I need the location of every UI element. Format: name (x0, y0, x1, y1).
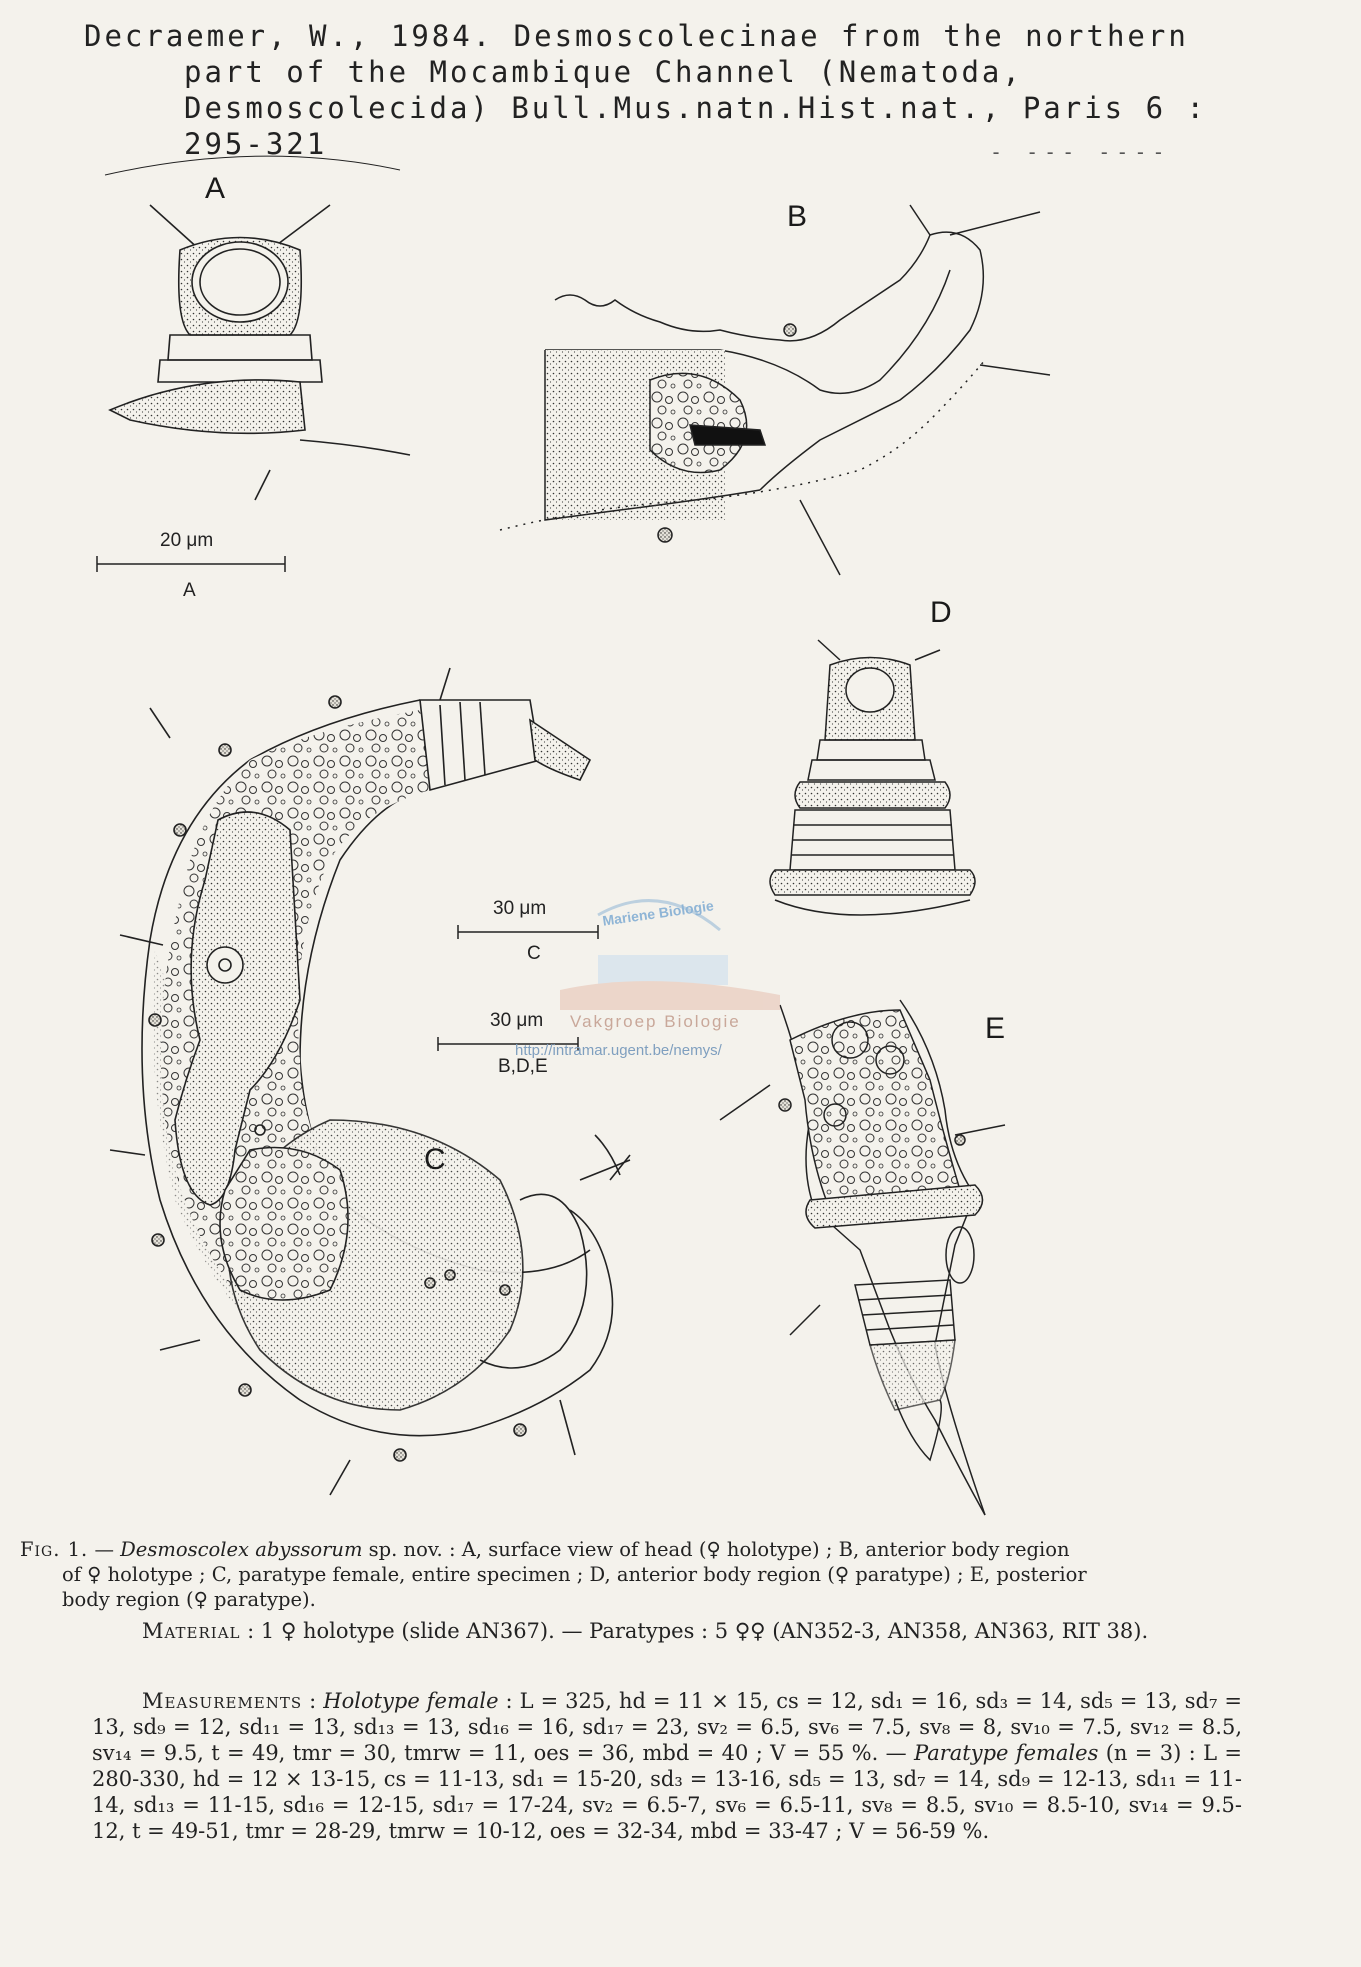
watermark-url[interactable]: http://intramar.ugent.be/nemys/ (515, 1042, 722, 1059)
holotype-label: Holotype female (323, 1689, 499, 1713)
panel-e-drawing (720, 1000, 1005, 1515)
typed-dash-marks: - --- ---- (990, 140, 1171, 164)
scale-c-label: C (527, 943, 541, 964)
scale-a-label: A (183, 580, 196, 601)
panel-label-c: C (424, 1143, 446, 1176)
caption-taxon: Desmoscolex abyssorum (120, 1538, 363, 1561)
panel-a-drawing (105, 156, 410, 500)
measurements-heading: Measurements (142, 1689, 303, 1713)
figure-caption (20, 1537, 1170, 1612)
panel-b-drawing (500, 205, 1050, 575)
scale-bar-a (97, 556, 285, 572)
paratype-measurements: (n = 3) : L = 280-330, hd = 12 × 13-15, cs = 11-13, sd₁ = 15-20, sd₃ = 13-16, sd₅ = 13, sd₇ = 14, sd₉ = 12-13, sd₁₁ = 11-14, sd₁₃ = 11-15, sd₁₆ = 12-15, sd₁₇ = 17-24, sv₂ = 6.5-7, sv₆ = 6.5-11, sv₈ = 8.5, sv₁₀ = 8.5-10, sv₁₄ = 9.5-12, t = 49-51, tmr = 28-29, tmrw = 10-12, oes = 32-34, mbd = 33-47 ; V = 56-59 %. (92, 1741, 1242, 1843)
scale-a-value: 20 μm (160, 530, 214, 551)
panel-label-a: A (205, 172, 226, 205)
panel-label-d: D (930, 596, 952, 629)
caption-line-3: body region (♀ paratype). (62, 1588, 316, 1611)
material-paragraph (92, 1618, 1242, 1644)
scale-bde-label: B,D,E (498, 1056, 548, 1077)
material-heading: Material (142, 1619, 241, 1643)
holotype-measurements: : L = 325, hd = 11 × 15, cs = 12, sd₁ = 16, sd₃ = 14, sd₅ = 13, sd₇ = 13, sd₉ = 12, sd₁₁ = 13, sd₁₃ = 13, sd₁₆ = 16, sd₁₇ = 23, sv₂ = 6.5, sv₆ = 7.5, sv₈ = 8, sv₁₀ = 7.5, sv₁₂ = 8.5, sv₁₄ = 9.5, t = 49, tmr = 30, tmrw = 11, oes = 36, mbd = 40 ; V = 55 %. — (92, 1689, 1242, 1765)
scale-bar-c (458, 925, 598, 939)
citation-line-1: Decraemer, W., 1984. Desmoscolecinae from the northern (84, 19, 1189, 53)
measurements-paragraph: Measurements : Holotype female : L = 325, hd = 11 × 15, cs = 12, sd₁ = 16, sd₃ = 14, sd₅ = 13, sd₇ = 13, sd₉ = 12, sd₁₁ = 13, sd₁₃ = 13, sd₁₆ = 16, sd₁₇ = 23, sv₂ = 6.5, sv₆ = 7.5, sv₈ = 8, sv₁₀ = 7.5, sv₁₂ = 8.5, sv₁₄ = 9.5, t = 49, tmr = 30, tmrw = 11, oes = 36, mbd = 40 ; V = 55 %. — Paratype females (n = 3) : L = 280-330, hd = 12 × 13-15, cs = 11-13, sd₁ = 15-20, sd₃ = 13-16, sd₅ = 13, sd₇ = 14, sd₉ = 12-13, sd₁₁ = 11-14, sd₁₃ = 11-15, sd₁₆ = 12-15, sd₁₇ = 17-24, sv₂ = 6.5-7, sv₆ = 6.5-11, sv₈ = 8.5, sv₁₀ = 8.5-10, sv₁₄ = 9.5-12, t = 49-51, tmr = 28-29, tmrw = 10-12, oes = 32-34, mbd = 33-47 ; V = 56-59 %. (92, 1689, 1242, 1843)
caption-line-1: Fig. 1. — Desmoscolex abyssorum sp. nov. : A, surface view of head (♀ holotype) ; B, anterior body region (20, 1538, 1070, 1561)
panel-d-drawing (770, 640, 975, 915)
citation-line-3: Desmoscolecida) Bull.Mus.natn.Hist.nat., Paris 6 : (184, 91, 1207, 125)
caption-fig-number: Fig. 1. (20, 1538, 89, 1561)
citation-line-2: part of the Mocambique Channel (Nematoda, (184, 55, 1023, 89)
material-text: : 1 ♀ holotype (slide AN367). — Paratypes : 5 ♀♀ (AN352-3, AN358, AN363, RIT 38). (240, 1619, 1149, 1643)
watermark-bottom-text: Vakgroep Biologie (570, 1012, 741, 1031)
scale-c-value: 30 μm (493, 898, 547, 919)
panel-label-e: E (985, 1012, 1006, 1045)
caption-line-1-text: sp. nov. : A, surface view of head (♀ holotype) ; B, anterior body region (362, 1538, 1070, 1561)
citation-line-4: 295-321 (184, 127, 328, 161)
caption-line-2: of ♀ holotype ; C, paratype female, entire specimen ; D, anterior body region (♀ paratype) ; E, posterior (62, 1563, 1087, 1586)
watermark-top-text: Mariene Biologie (601, 897, 715, 929)
panel-label-b: B (787, 200, 808, 233)
panel-c-drawing (110, 668, 630, 1495)
scale-bde-value: 30 μm (490, 1010, 544, 1031)
paratype-label: Paratype females (914, 1741, 1099, 1765)
